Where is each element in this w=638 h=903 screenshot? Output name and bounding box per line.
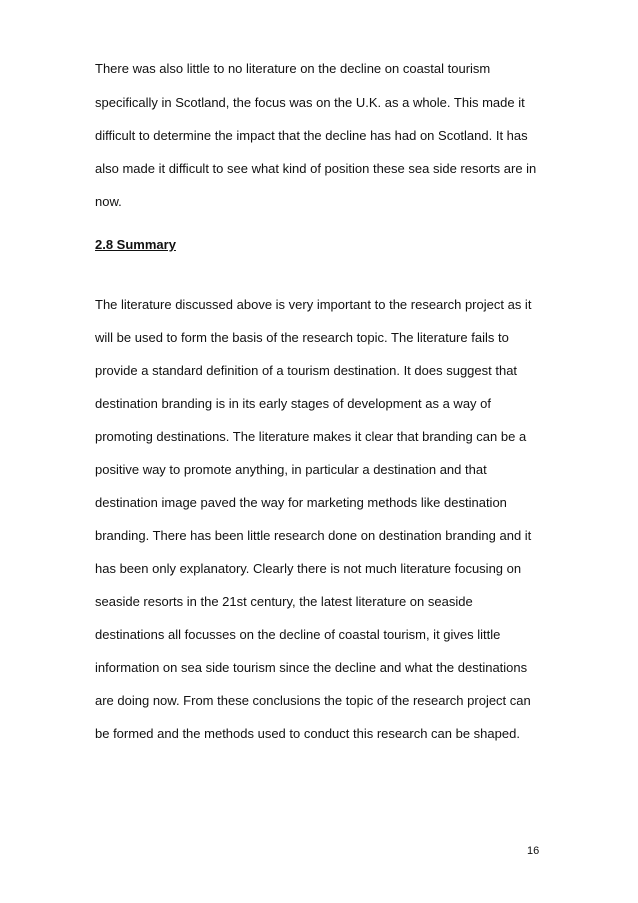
page-number: 16 (527, 845, 540, 857)
paragraph-2-line: information on sea side tourism since the decline and what the destinations (95, 660, 528, 675)
paragraph-2-line: be formed and the methods used to conduct this research can be shaped. (95, 726, 520, 741)
paragraph-1-line: difficult to determine the impact that the decline has had on Scotland. It has (95, 128, 528, 143)
paragraph-1-line: specifically in Scotland, the focus was on the U.K. as a whole. This made it (95, 95, 525, 110)
paragraph-2-line: positive way to promote anything, in particular a destination and that (95, 462, 487, 477)
paragraph-2-line: seaside resorts in the 21st century, the latest literature on seaside (95, 594, 473, 609)
paragraph-2-line: The literature discussed above is very important to the research project as it (95, 297, 532, 312)
paragraph-2-line: branding. There has been little research done on destination branding and it (95, 528, 532, 543)
paragraph-2-line: has been only explanatory. Clearly there is not much literature focusing on (95, 561, 522, 576)
paragraph-1-line: There was also little to no literature on the decline on coastal tourism (95, 61, 491, 76)
paragraph-2-line: will be used to form the basis of the research topic. The literature fails to (95, 330, 509, 345)
paragraph-1-line: now. (95, 194, 122, 209)
paragraph-2-line: promoting destinations. The literature makes it clear that branding can be a (95, 429, 527, 444)
section-heading: 2.8 Summary (95, 237, 176, 252)
paragraph-2-line: destination image paved the way for marketing methods like destination (95, 495, 507, 510)
paragraph-1-line: also made it difficult to see what kind of position these sea side resorts are in (95, 161, 537, 176)
paragraph-2-line: destinations all focusses on the decline of coastal tourism, it gives little (95, 627, 501, 642)
paragraph-2-line: destination branding is in its early stages of development as a way of (95, 396, 492, 411)
paragraph-2-line: are doing now. From these conclusions the topic of the research project can (95, 693, 531, 708)
paragraph-2-line: provide a standard definition of a tourism destination. It does suggest that (95, 363, 518, 378)
